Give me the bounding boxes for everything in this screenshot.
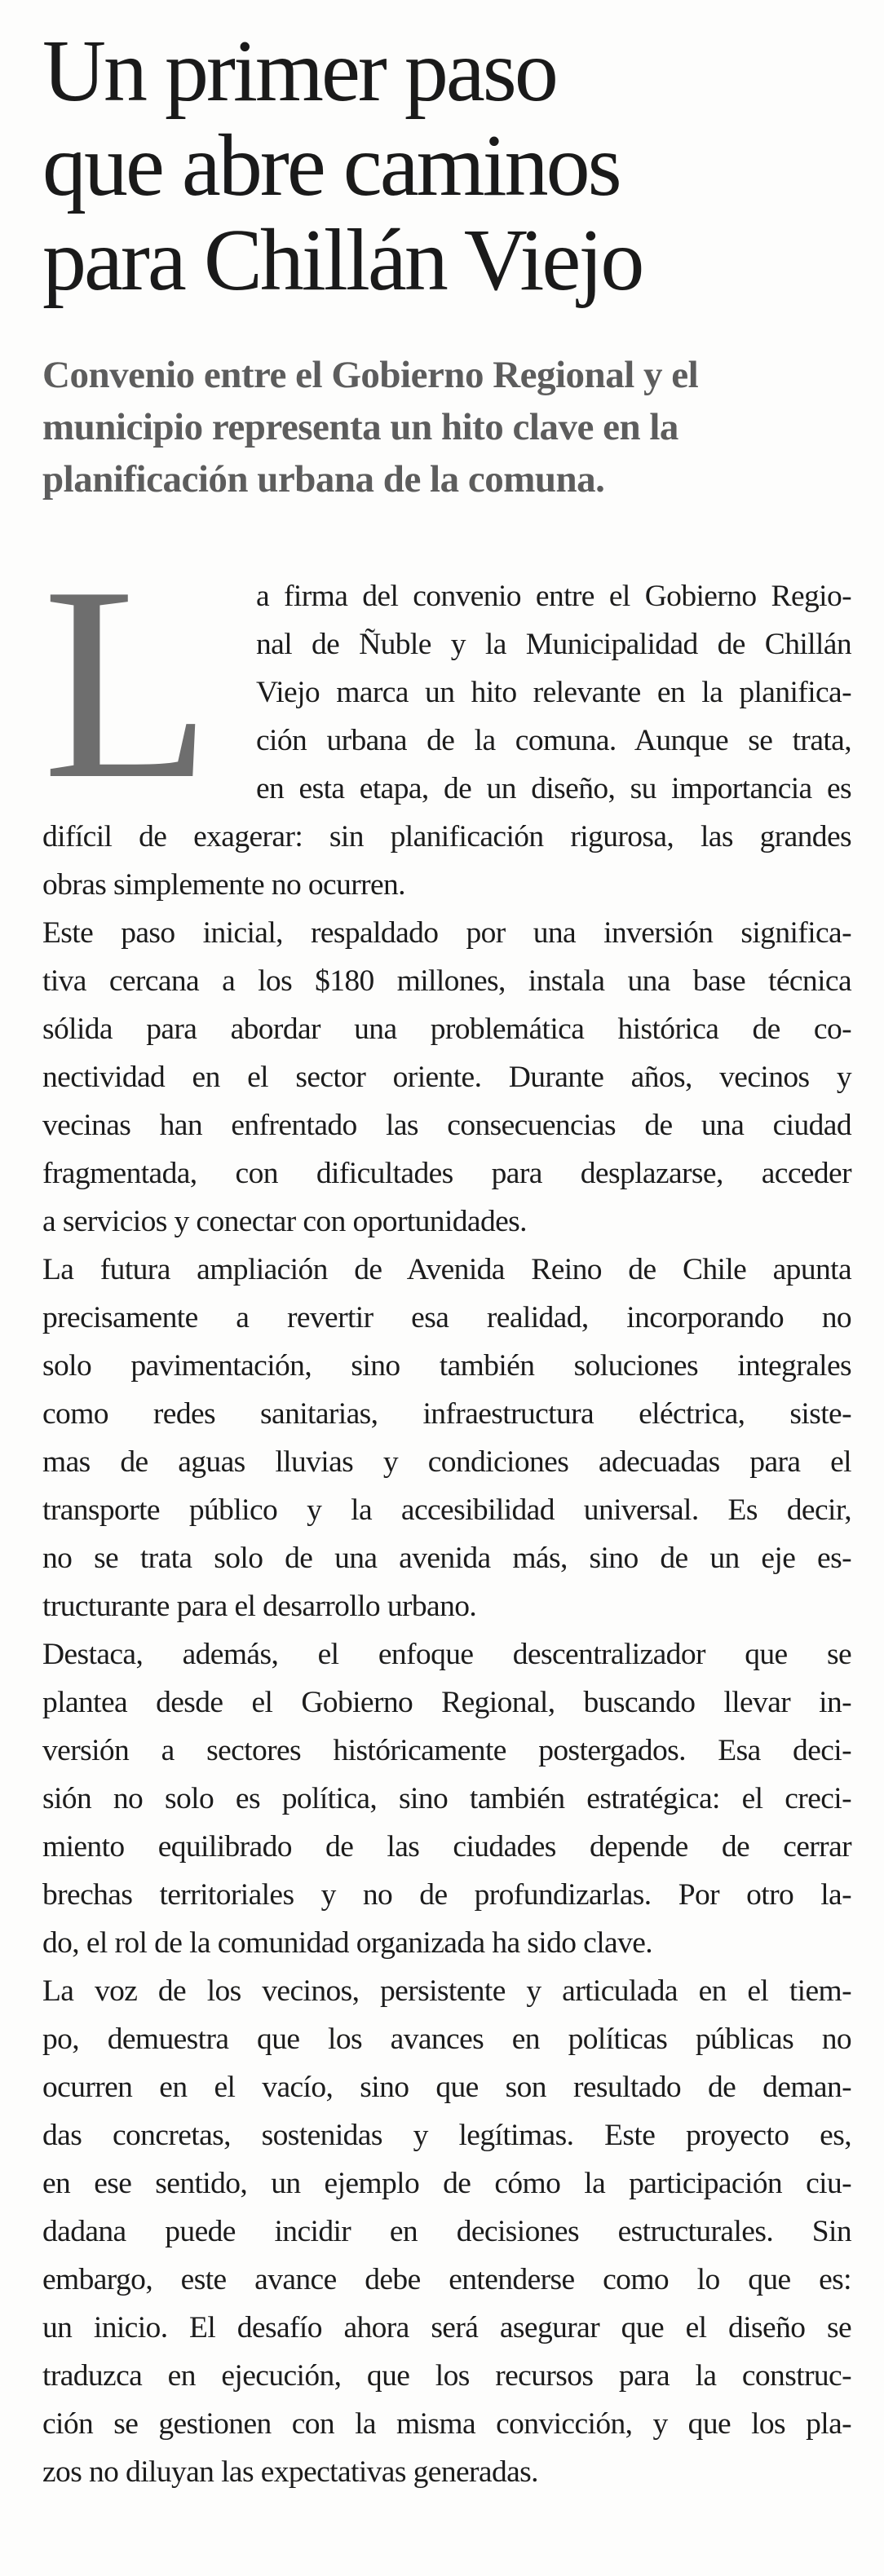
- subhead-line: municipio representa un hito clave en la: [42, 406, 678, 448]
- subhead-line: Convenio entre el Gobierno Regional y el: [42, 354, 699, 396]
- body-line: un inicio. El desafío ahora será asegurar que el diseño se: [42, 2311, 851, 2344]
- body-line: en ese sentido, un ejemplo de cómo la participación ciu-: [42, 2167, 851, 2200]
- body-line: ción urbana de la comuna. Aunque se trata,: [256, 724, 851, 757]
- body-line: ocurren en el vacío, sino que son resultado de deman-: [42, 2071, 851, 2104]
- body-line: Viejo marca un hito relevante en la planifica-: [256, 676, 851, 709]
- subhead-line: planificación urbana de la comuna.: [42, 458, 605, 501]
- body-line: La voz de los vecinos, persistente y articulada en el tiem-: [42, 1974, 851, 2008]
- body-line: a firma del convenio entre el Gobierno Regio-: [256, 580, 851, 613]
- body-line: en esta etapa, de un diseño, su importancia es: [256, 772, 851, 805]
- body-line: vecinas han enfrentado las consecuencias de una ciudad: [42, 1109, 851, 1142]
- body-line: tructurante para el desarrollo urbano.: [42, 1590, 477, 1623]
- body-line: difícil de exagerar: sin planificación rigurosa, las grandes: [42, 820, 851, 854]
- body-line: do, el rol de la comunidad organizada ha sido clave.: [42, 1926, 653, 1960]
- body-line: mas de aguas lluvias y condiciones adecuadas para el: [42, 1445, 851, 1479]
- body-line: no se trata solo de una avenida más, sino de un eje es-: [42, 1542, 851, 1575]
- body-line: dadana puede incidir en decisiones estructurales. Sin: [42, 2215, 851, 2248]
- body-line: plantea desde el Gobierno Regional, buscando llevar in-: [42, 1686, 851, 1719]
- drop-cap: L: [42, 529, 207, 836]
- body-line: brechas territoriales y no de profundizarlas. Por otro la-: [42, 1878, 851, 1912]
- subheadline: [42, 349, 851, 505]
- body-line: nectividad en el sector oriente. Durante años, vecinos y: [42, 1061, 851, 1094]
- headline: [42, 24, 851, 308]
- body-line: embargo, este avance debe entenderse como lo que es:: [42, 2263, 851, 2296]
- body-line: transporte público y la accesibilidad universal. Es decir,: [42, 1493, 851, 1527]
- body-line: zos no diluyan las expectativas generadas.: [42, 2455, 538, 2489]
- body-line: La futura ampliación de Avenida Reino de Chile apunta: [42, 1253, 851, 1286]
- headline-line: que abre caminos: [42, 117, 620, 214]
- body-line: das concretas, sostenidas y legítimas. Este proyecto es,: [42, 2119, 851, 2152]
- body-line: sión no solo es política, sino también estratégica: el creci-: [42, 1782, 851, 1815]
- body-line: a servicios y conectar con oportunidades.: [42, 1205, 527, 1238]
- body-line: obras simplemente no ocurren.: [42, 868, 405, 902]
- body-line: versión a sectores históricamente postergados. Esa deci-: [42, 1734, 851, 1767]
- body-line: solo pavimentación, sino también soluciones integrales: [42, 1349, 851, 1383]
- body-line: tiva cercana a los $180 millones, instala una base técnica: [42, 964, 851, 998]
- body-line: miento equilibrado de las ciudades depende de cerrar: [42, 1830, 851, 1864]
- headline-line: Un primer paso: [42, 23, 556, 120]
- body-line: Este paso inicial, respaldado por una inversión significa-: [42, 916, 851, 950]
- body-line: Destaca, además, el enfoque descentralizador que se: [42, 1638, 851, 1671]
- body-line: sólida para abordar una problemática histórica de co-: [42, 1012, 851, 1046]
- article-body: [42, 529, 851, 2496]
- body-line: po, demuestra que los avances en políticas públicas no: [42, 2022, 851, 2056]
- body-line: fragmentada, con dificultades para desplazarse, acceder: [42, 1157, 851, 1190]
- headline-line: para Chillán Viejo: [42, 212, 643, 309]
- body-line: precisamente a revertir esa realidad, incorporando no: [42, 1301, 851, 1334]
- body-line: nal de Ñuble y la Municipalidad de Chillán: [256, 628, 851, 661]
- body-line: traduzca en ejecución, que los recursos para la construc-: [42, 2359, 851, 2393]
- body-line: como redes sanitarias, infraestructura eléctrica, siste-: [42, 1397, 851, 1431]
- body-line: ción se gestionen con la misma convicción, y que los pla-: [42, 2407, 851, 2441]
